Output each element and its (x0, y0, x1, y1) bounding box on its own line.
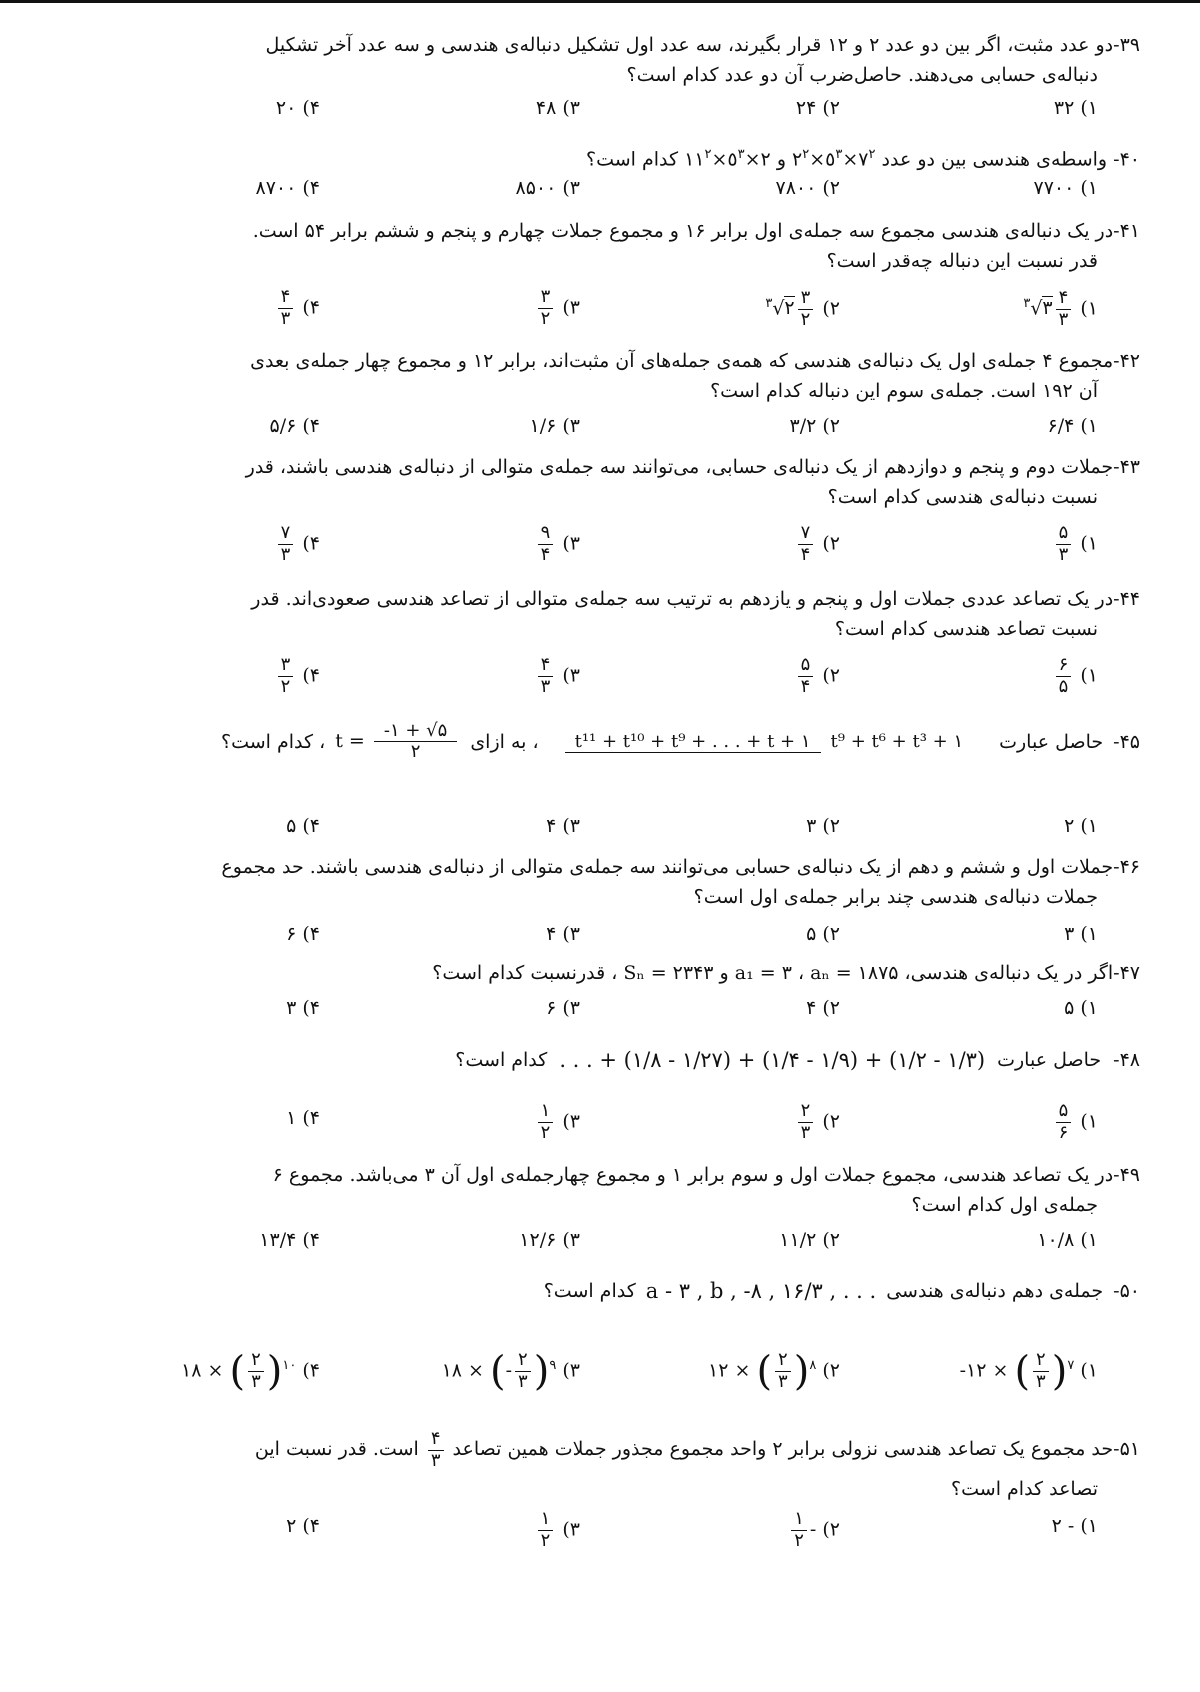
question-text-line: دنباله‌ی حسابی می‌دهند. حاصل‌ضرب آن دو عدد کدام است؟ (626, 64, 1098, 86)
sequence-expression: a - ۳ , b , -۸ , ۱۶/۳ , . . . (645, 1279, 877, 1303)
question-40 (90, 140, 1140, 174)
question-text: در یک دنباله‌ی هندسی مجموع سه جمله‌ی اول برابر ۱۶ و مجموع جملات چهارم و پنجم و ششم برابر ۵۴ است. (252, 220, 1114, 242)
question-text-line: نسبت تصاعد هندسی کدام است؟ (834, 618, 1098, 640)
option-2[interactable]: ۲) $\frac{۵}{۴}$ (795, 656, 840, 697)
options-44 (90, 656, 1140, 702)
options-50 (90, 1350, 1140, 1410)
options-47 (90, 992, 1140, 1026)
option-4[interactable]: ۴) ۵/۶ (269, 415, 320, 437)
question-number: ۴۹- (1113, 1164, 1140, 1186)
option-4[interactable]: ۴) ۳ (286, 997, 320, 1019)
option-4[interactable]: ۴) $\frac{۷}{۳}$ (275, 524, 320, 565)
question-number: ۴۵- (1113, 730, 1140, 753)
expression-a: $٢^۲\times ٥^۳\times ٧^۲$ (792, 147, 876, 171)
question-text: حاصل عبارت (999, 730, 1104, 753)
option-2[interactable]: ۲) ۱۲ × ( $\frac{٢}{٣}$ )$^۸$ (708, 1348, 840, 1395)
option-1[interactable]: ۱) - ۲ (1051, 1515, 1098, 1537)
option-4[interactable]: ۴) ۵ (286, 815, 320, 837)
question-41 (90, 216, 1140, 276)
question-text-line (90, 30, 1140, 60)
options-41 (90, 288, 1140, 334)
question-46 (90, 852, 1140, 912)
option-4[interactable]: ۴) $\frac{۳}{۲}$ (275, 656, 320, 697)
option-4[interactable]: ۴) $\frac{۴}{۳}$ (275, 288, 320, 329)
option-4[interactable]: ۴) ۸۷۰۰ (255, 177, 320, 199)
option-1[interactable]: ۱) ۷۷۰۰ (1033, 177, 1098, 199)
question-text-line: قدر نسبت این دنباله چه‌قدر است؟ (826, 250, 1098, 272)
question-text-line: ۵۱-حد مجموع یک تصاعد هندسی نزولی برابر ۲ واحد مجموع مجذور جملات همین تصاعد $\frac{۴}{۳}$ است. قدر نسبت این (254, 1427, 1140, 1471)
question-48 (90, 1032, 1140, 1088)
question-text-line (90, 958, 1140, 988)
option-2[interactable]: ۲) ۲۴ (795, 97, 840, 119)
option-2[interactable]: ۲) - $\frac{۱}{۲}$ (788, 1510, 840, 1551)
option-1[interactable]: ۱) ۳ (1064, 923, 1098, 945)
question-text: کدام است؟ (586, 148, 679, 171)
option-4[interactable]: ۴) ۱۸ × ( $\frac{٢}{٣}$ )$^{۱۰}$ (181, 1348, 320, 1395)
option-3[interactable]: ۳) ۸۵۰۰ (515, 177, 580, 199)
expression-b: $١١^۲\times ٥^۳\times ٢$ (684, 147, 771, 171)
question-text-line (90, 346, 1140, 376)
question-number: ۴۳- (1113, 456, 1140, 478)
question-text: مجموع ۴ جمله‌ی اول یک دنباله‌ی هندسی که همه‌ی جمله‌های آن مثبت‌اند، برابر ۱۲ و مجموع چهار جمله‌ی بعدی (250, 350, 1114, 372)
conj: و (776, 148, 786, 171)
question-text: واسطه‌ی هندسی بین دو عدد (881, 148, 1108, 171)
option-2[interactable]: ۲) $\frac{۳}{۲}$ $^۳$√۲ (765, 286, 840, 330)
question-51 (90, 1424, 1140, 1504)
options-51 (90, 1510, 1140, 1556)
question-text: دو عدد مثبت، اگر بین دو عدد ۲ و ۱۲ قرار بگیرند، سه عدد اول تشکیل دنباله‌ی هندسی و سه عدد آخر تشکیل (265, 34, 1114, 56)
option-2[interactable]: ۲) ۵ (806, 923, 840, 945)
question-text-line (90, 1032, 1140, 1088)
question-text-line: تصاعد کدام است؟ (951, 1478, 1098, 1500)
option-2[interactable]: ۲) $\frac{۲}{۳}$ (795, 1102, 840, 1143)
question-47 (90, 958, 1140, 988)
option-1[interactable]: ۱) $\frac{۴}{۳}$ $^۳$√۳ (1023, 286, 1098, 330)
option-3[interactable]: ۳) ۴ (546, 923, 580, 945)
option-1[interactable]: ۱) -۱۲ × ( $\frac{٢}{٣}$ )$^۷$ (959, 1348, 1098, 1395)
series-expression: . . . + (۱/۸ - ۱/۲۷) + (۱/۴ - ۱/۹) + (۱/۲ - ۱/۳) (559, 1048, 986, 1072)
question-text: جملات دوم و پنجم و دوازدهم از یک دنباله‌ی حسابی، می‌توانند سه جمله‌ی متوالی از دنباله‌ی هندسی باشند، قدر (245, 456, 1114, 478)
question-text-line (90, 722, 1140, 762)
t-definition: t = $\frac{-۱ + √۵}{۲}$ (335, 722, 460, 762)
option-3[interactable]: ۳) $\frac{۹}{۴}$ (535, 524, 580, 565)
options-45 (90, 810, 1140, 844)
option-1[interactable]: ۱) ۱۰/۸ (1037, 1229, 1098, 1251)
option-3[interactable]: ۳) ۱۲/۶ (519, 1229, 580, 1251)
option-1[interactable]: ۱) $\frac{۶}{۵}$ (1053, 656, 1098, 697)
question-text: است. قدر نسبت این (254, 1438, 419, 1460)
option-1[interactable]: ۱) ۳۲ (1053, 97, 1098, 119)
question-44 (90, 584, 1140, 644)
question-text: در یک تصاعد هندسی، مجموع جملات اول و سوم برابر ۱ و مجموع چهارجمله‌ی اول آن ۳ می‌باشد. مجموع ۶ (272, 1164, 1114, 1186)
option-3[interactable]: ۳) $\frac{۳}{۲}$ (535, 288, 580, 329)
options-46 (90, 918, 1140, 952)
question-text: ، کدام است؟ (221, 730, 326, 753)
option-2[interactable]: ۲) ۴ (806, 997, 840, 1019)
question-text-line: جملات دنباله‌ی هندسی چند برابر جمله‌ی اول است؟ (693, 886, 1098, 908)
question-text: حاصل عبارت (997, 1049, 1102, 1071)
question-text-line (90, 452, 1140, 482)
question-number: ۵۱- (1113, 1438, 1140, 1460)
option-3[interactable]: ۳) $\frac{۱}{۲}$ (535, 1510, 580, 1551)
question-text: حد مجموع یک تصاعد هندسی نزولی برابر ۲ واحد مجموع مجذور جملات همین تصاعد (452, 1438, 1114, 1460)
question-number: ۴۶- (1113, 856, 1140, 878)
option-3[interactable]: ۳) ۴۸ (535, 97, 580, 119)
option-4[interactable]: ۴) ۱۳/۴ (259, 1229, 320, 1251)
options-42 (90, 410, 1140, 444)
question-number: ۴۴- (1113, 588, 1140, 610)
options-48 (90, 1102, 1140, 1148)
option-4[interactable]: ۴) ۱ (286, 1107, 320, 1129)
question-42 (90, 346, 1140, 406)
options-49 (90, 1224, 1140, 1258)
question-number: ۴۷- (1113, 962, 1140, 984)
question-39 (90, 30, 1140, 90)
question-text: جملات اول و ششم و دهم از یک دنباله‌ی حسابی می‌توانند سه جمله‌ی متوالی از دنباله‌ی هندسی باشند. حد مجموع (221, 856, 1114, 878)
option-3[interactable]: ۳) $\frac{۱}{۲}$ (535, 1102, 580, 1143)
options-43 (90, 524, 1140, 570)
option-2[interactable]: ۲) ۱۱/۲ (779, 1229, 840, 1251)
option-3[interactable]: ۳) ۶ (546, 997, 580, 1019)
option-1[interactable]: ۱) ۶/۴ (1047, 415, 1098, 437)
option-1[interactable]: ۱) ۲ (1064, 815, 1098, 837)
question-number: ۴۱- (1113, 220, 1140, 242)
question-text-line (90, 852, 1140, 882)
question-text: در یک تصاعد عددی جملات اول و پنجم و یازدهم به ترتیب سه جمله‌ی متوالی از تصاعد هندسی صعودی‌اند. قدر (251, 588, 1114, 610)
question-number: ۴۲- (1113, 350, 1140, 372)
question-43 (90, 452, 1140, 512)
question-text-line (90, 1160, 1140, 1190)
question-50 (90, 1266, 1140, 1316)
option-1[interactable]: ۱) $\frac{۵}{۳}$ (1053, 524, 1098, 565)
option-3[interactable]: ۳) ۴ (546, 815, 580, 837)
top-rule (0, 0, 1200, 3)
option-4[interactable]: ۴) ۲۰ (275, 97, 320, 119)
options-40 (90, 172, 1140, 206)
question-text-line (90, 140, 1140, 174)
options-39 (90, 92, 1140, 126)
option-1[interactable]: ۱) ۵ (1064, 997, 1098, 1019)
option-1[interactable]: ۱) $\frac{۵}{۶}$ (1053, 1102, 1098, 1143)
question-text-line: آن ۱۹۲ است. جمله‌ی سوم این دنباله کدام است؟ (710, 380, 1098, 402)
option-2[interactable]: ۲) ۷۸۰۰ (775, 177, 840, 199)
question-text-line (90, 216, 1140, 246)
question-text: اگر در یک دنباله‌ی هندسی، a₁ = ۳ ، aₙ = ۱۸۷۵ و Sₙ = ۲۳۴۳ ، قدرنسبت کدام است؟ (432, 962, 1114, 984)
question-49 (90, 1160, 1140, 1220)
question-text: کدام است؟ (543, 1280, 636, 1302)
question-number: ۴۰- (1113, 148, 1140, 171)
option-2[interactable]: ۲) ۳ (806, 815, 840, 837)
option-2[interactable]: ۲) $\frac{۷}{۴}$ (795, 524, 840, 565)
question-number: ۵۰- (1113, 1280, 1140, 1302)
question-text-line (90, 584, 1140, 614)
option-3[interactable]: ۳) $\frac{۴}{۳}$ (535, 656, 580, 697)
option-4[interactable]: ۴) ۲ (286, 1515, 320, 1537)
question-text: ، به ازای (470, 730, 539, 753)
question-text-line: جمله‌ی اول کدام است؟ (911, 1194, 1098, 1216)
question-text-line: نسبت دنباله‌ی هندسی کدام است؟ (827, 486, 1098, 508)
question-text: کدام است؟ (455, 1049, 548, 1071)
main-fraction: t¹¹ + t¹⁰ + t⁹ + . . . + t + ۱ t⁹ + t⁶ + t³ + ۱ (565, 732, 974, 752)
question-number: ۳۹- (1113, 34, 1140, 56)
question-45 (90, 722, 1140, 762)
option-3[interactable]: ۳) ۱/۶ (529, 415, 580, 437)
question-number: ۴۸- (1113, 1049, 1140, 1071)
option-4[interactable]: ۴) ۶ (286, 923, 320, 945)
question-text: جمله‌ی دهم دنباله‌ی هندسی (886, 1280, 1104, 1302)
option-3[interactable]: ۳) ۱۸ × (- $\frac{٢}{٣}$ )$^۹$ (441, 1348, 580, 1395)
question-text-line (90, 1266, 1140, 1316)
option-2[interactable]: ۲) ۳/۲ (789, 415, 840, 437)
